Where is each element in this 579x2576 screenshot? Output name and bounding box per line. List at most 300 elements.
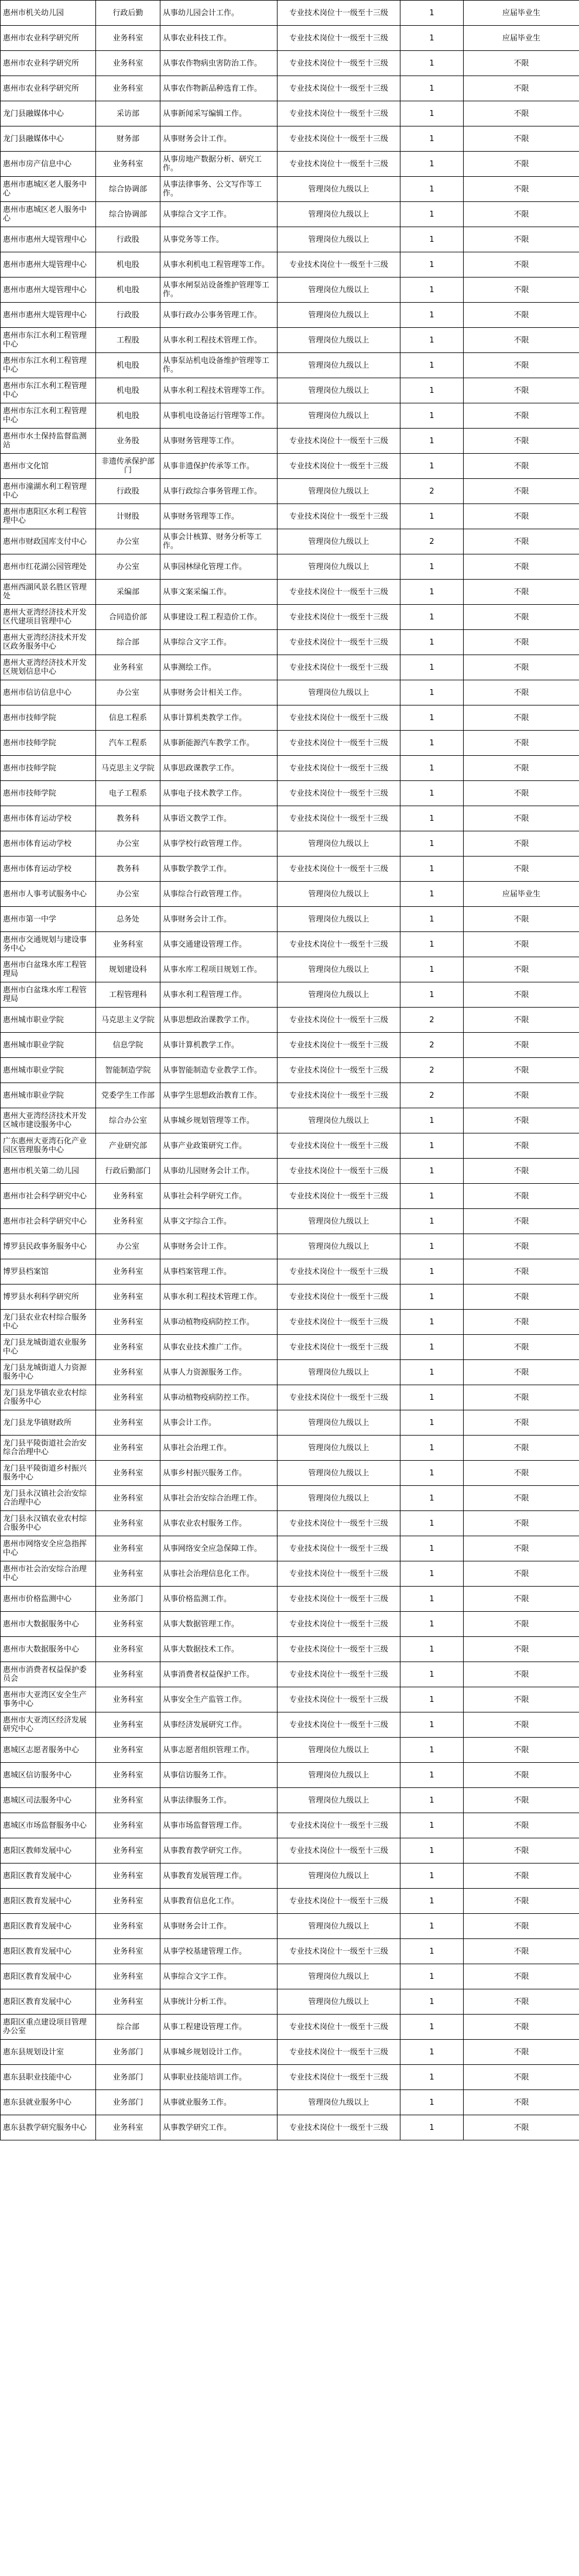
unit-name-cell: 惠州市农业科学研究所	[1, 26, 96, 51]
duty-cell: 从事水闸泵站设备维护管理等工作。	[160, 278, 277, 303]
unit-name-cell: 惠州市白盆珠水库工程管理局	[1, 982, 96, 1008]
position-level-cell: 专业技术岗位十一级至十三级	[277, 630, 400, 655]
department-cell: 业务科室	[96, 1889, 160, 1914]
department-cell: 业务科室	[96, 1662, 160, 1687]
count-cell: 1	[400, 1108, 464, 1133]
position-level-cell: 专业技术岗位十一级至十三级	[277, 1612, 400, 1637]
table-row	[1, 1738, 579, 1763]
department-cell: 业务科室	[96, 1939, 160, 1964]
table-row	[1, 655, 579, 680]
table-row	[1, 152, 579, 177]
duty-cell: 从事农业科技工作。	[160, 26, 277, 51]
department-cell: 马克思主义学院	[96, 756, 160, 781]
unit-name-cell: 惠州市人事考试服务中心	[1, 882, 96, 907]
unit-name-cell: 惠州城市职业学院	[1, 1058, 96, 1083]
requirement-cell: 不限	[464, 2015, 579, 2040]
count-cell: 1	[400, 806, 464, 831]
unit-name-cell: 惠州市社会治安综合治理中心	[1, 1561, 96, 1587]
unit-name-cell: 龙门县龙华镇农业农村综合服务中心	[1, 1385, 96, 1410]
table-row	[1, 403, 579, 429]
table-row	[1, 454, 579, 479]
count-cell: 1	[400, 76, 464, 101]
position-level-cell: 管理岗位九级以上	[277, 353, 400, 378]
position-level-cell: 管理岗位九级以上	[277, 1209, 400, 1234]
unit-name-cell: 惠州市体育运动学校	[1, 806, 96, 831]
position-level-cell: 专业技术岗位十一级至十三级	[277, 1159, 400, 1184]
position-level-cell: 专业技术岗位十一级至十三级	[277, 1008, 400, 1033]
duty-cell: 从事法律事务、公文写作等工作。	[160, 177, 277, 202]
duty-cell: 从事安全生产监管工作。	[160, 1687, 277, 1712]
table-row	[1, 252, 579, 278]
unit-name-cell: 惠州市消费者权益保护委员会	[1, 1662, 96, 1687]
duty-cell: 从事泵站机电设备维护管理等工作。	[160, 353, 277, 378]
table-row	[1, 378, 579, 403]
position-level-cell: 管理岗位九级以上	[277, 1738, 400, 1763]
count-cell: 1	[400, 1864, 464, 1889]
count-cell: 1	[400, 1209, 464, 1234]
department-cell: 工程管理科	[96, 982, 160, 1008]
unit-name-cell: 惠州市机关幼儿园	[1, 1, 96, 26]
department-cell: 机电股	[96, 353, 160, 378]
requirement-cell: 不限	[464, 2090, 579, 2115]
department-cell: 业务科室	[96, 1511, 160, 1536]
unit-name-cell: 惠州市东江水利工程管理中心	[1, 403, 96, 429]
table-row	[1, 1259, 579, 1284]
unit-name-cell: 惠州市惠州大堤管理中心	[1, 227, 96, 252]
table-row	[1, 101, 579, 126]
table-row	[1, 1360, 579, 1385]
table-row	[1, 1159, 579, 1184]
duty-cell: 从事产业政策研究工作。	[160, 1133, 277, 1159]
duty-cell: 从事建设工程工程造价工作。	[160, 605, 277, 630]
count-cell: 2	[400, 1083, 464, 1108]
position-level-cell: 专业技术岗位十一级至十三级	[277, 1511, 400, 1536]
unit-name-cell: 惠阳区教育发展中心	[1, 1964, 96, 1989]
duty-cell: 从事智能制造专业教学工作。	[160, 1058, 277, 1083]
position-level-cell: 管理岗位九级以上	[277, 1964, 400, 1989]
requirement-cell: 不限	[464, 731, 579, 756]
duty-cell: 从事档案管理工作。	[160, 1259, 277, 1284]
position-level-cell: 专业技术岗位十一级至十三级	[277, 1939, 400, 1964]
duty-cell: 从事行政综合事务管理工作。	[160, 479, 277, 504]
count-cell: 2	[400, 1033, 464, 1058]
duty-cell: 从事志愿者组织管理工作。	[160, 1738, 277, 1763]
position-level-cell: 管理岗位九级以上	[277, 303, 400, 328]
unit-name-cell: 惠州市惠州大堤管理中心	[1, 278, 96, 303]
requirement-cell: 不限	[464, 1788, 579, 1813]
unit-name-cell: 惠州市农业科学研究所	[1, 51, 96, 76]
table-row	[1, 1008, 579, 1033]
requirement-cell: 不限	[464, 303, 579, 328]
position-level-cell: 专业技术岗位十一级至十三级	[277, 2115, 400, 2140]
unit-name-cell: 龙门县融媒体中心	[1, 126, 96, 152]
count-cell: 2	[400, 529, 464, 554]
count-cell: 1	[400, 1259, 464, 1284]
requirement-cell: 不限	[464, 1889, 579, 1914]
duty-cell: 从事财务会计工作。	[160, 1914, 277, 1939]
department-cell: 采编部	[96, 580, 160, 605]
duty-cell: 从事幼儿园财务会计工作。	[160, 1159, 277, 1184]
requirement-cell: 不限	[464, 1914, 579, 1939]
table-row	[1, 26, 579, 51]
department-cell: 业务科室	[96, 1360, 160, 1385]
duty-cell: 从事财务会计工作。	[160, 907, 277, 932]
duty-cell: 从事大数据技术工作。	[160, 1637, 277, 1662]
count-cell: 1	[400, 1687, 464, 1712]
requirement-cell: 不限	[464, 1184, 579, 1209]
position-level-cell: 专业技术岗位十一级至十三级	[277, 26, 400, 51]
department-cell: 业务科室	[96, 1436, 160, 1461]
table-row	[1, 2090, 579, 2115]
count-cell: 1	[400, 630, 464, 655]
unit-name-cell: 龙门县永汉镇农业农村综合服务中心	[1, 1511, 96, 1536]
position-level-cell: 专业技术岗位十一级至十三级	[277, 2015, 400, 2040]
unit-name-cell: 惠阳区教师发展中心	[1, 1838, 96, 1864]
count-cell: 1	[400, 605, 464, 630]
duty-cell: 从事综合行政管理工作。	[160, 882, 277, 907]
department-cell: 电子工程系	[96, 781, 160, 806]
unit-name-cell: 龙门县龙华镇财政所	[1, 1410, 96, 1436]
table-row	[1, 1964, 579, 1989]
table-row	[1, 1536, 579, 1561]
position-level-cell: 专业技术岗位十一级至十三级	[277, 429, 400, 454]
table-row	[1, 907, 579, 932]
position-level-cell: 专业技术岗位十一级至十三级	[277, 101, 400, 126]
department-cell: 机电股	[96, 403, 160, 429]
requirement-cell: 不限	[464, 1763, 579, 1788]
duty-cell: 从事农作物新品种选育工作。	[160, 76, 277, 101]
department-cell: 综合部	[96, 2015, 160, 2040]
table-row	[1, 1939, 579, 1964]
requirement-cell: 不限	[464, 51, 579, 76]
department-cell: 业务科室	[96, 1486, 160, 1511]
requirement-cell: 不限	[464, 806, 579, 831]
table-row	[1, 51, 579, 76]
position-level-cell: 专业技术岗位十一级至十三级	[277, 1335, 400, 1360]
table-row	[1, 1889, 579, 1914]
table-row	[1, 177, 579, 202]
requirement-cell: 不限	[464, 1637, 579, 1662]
requirement-cell: 不限	[464, 353, 579, 378]
position-level-cell: 管理岗位九级以上	[277, 1864, 400, 1889]
count-cell: 1	[400, 982, 464, 1008]
requirement-cell: 不限	[464, 982, 579, 1008]
unit-name-cell: 惠州大亚湾经济技术开发区政务服务中心	[1, 630, 96, 655]
duty-cell: 从事法律服务工作。	[160, 1788, 277, 1813]
unit-name-cell: 惠东县职业技能中心	[1, 2065, 96, 2090]
requirement-cell: 不限	[464, 857, 579, 882]
duty-cell: 从事学生思想政治教育工作。	[160, 1083, 277, 1108]
requirement-cell: 不限	[464, 781, 579, 806]
department-cell: 业务科室	[96, 1788, 160, 1813]
requirement-cell: 不限	[464, 177, 579, 202]
unit-name-cell: 惠州市农业科学研究所	[1, 76, 96, 101]
unit-name-cell: 惠州市技师学院	[1, 781, 96, 806]
requirement-cell: 不限	[464, 907, 579, 932]
position-level-cell: 管理岗位九级以上	[277, 1234, 400, 1259]
requirement-cell: 不限	[464, 1964, 579, 1989]
department-cell: 产业研究部	[96, 1133, 160, 1159]
position-level-cell: 专业技术岗位十一级至十三级	[277, 857, 400, 882]
department-cell: 业务科室	[96, 1310, 160, 1335]
table-row	[1, 882, 579, 907]
table-row	[1, 731, 579, 756]
count-cell: 1	[400, 1587, 464, 1612]
duty-cell: 从事新能源汽车教学工作。	[160, 731, 277, 756]
duty-cell: 从事行政办公事务管理工作。	[160, 303, 277, 328]
unit-name-cell: 惠州城市职业学院	[1, 1033, 96, 1058]
department-cell: 规划建设科	[96, 957, 160, 982]
department-cell: 财务部	[96, 126, 160, 152]
duty-cell: 从事综合文字工作。	[160, 1964, 277, 1989]
position-level-cell: 专业技术岗位十一级至十三级	[277, 781, 400, 806]
table-row	[1, 1838, 579, 1864]
duty-cell: 从事交通建设管理工作。	[160, 932, 277, 957]
duty-cell: 从事乡村振兴服务工作。	[160, 1461, 277, 1486]
count-cell: 1	[400, 227, 464, 252]
count-cell: 2	[400, 1008, 464, 1033]
department-cell: 业务科室	[96, 1864, 160, 1889]
table-row	[1, 504, 579, 529]
requirement-cell: 不限	[464, 756, 579, 781]
unit-name-cell: 惠州市东江水利工程管理中心	[1, 328, 96, 353]
count-cell: 1	[400, 51, 464, 76]
position-level-cell: 专业技术岗位十一级至十三级	[277, 1058, 400, 1083]
requirement-cell: 不限	[464, 378, 579, 403]
count-cell: 1	[400, 781, 464, 806]
department-cell: 非遗传承保护部门	[96, 454, 160, 479]
unit-name-cell: 惠州市大数据服务中心	[1, 1612, 96, 1637]
table-row	[1, 1687, 579, 1712]
unit-name-cell: 惠州市惠州大堤管理中心	[1, 303, 96, 328]
department-cell: 行政股	[96, 479, 160, 504]
unit-name-cell: 龙门县永汉镇社会治安综合治理中心	[1, 1486, 96, 1511]
department-cell: 业务科室	[96, 1335, 160, 1360]
position-level-cell: 专业技术岗位十一级至十三级	[277, 1637, 400, 1662]
table-row	[1, 1864, 579, 1889]
count-cell: 1	[400, 2065, 464, 2090]
department-cell: 教务科	[96, 857, 160, 882]
count-cell: 1	[400, 1662, 464, 1687]
table-row	[1, 1914, 579, 1939]
department-cell: 业务科室	[96, 1612, 160, 1637]
count-cell: 1	[400, 680, 464, 705]
duty-cell: 从事财务会计相关工作。	[160, 680, 277, 705]
requirement-cell: 不限	[464, 76, 579, 101]
table-row	[1, 982, 579, 1008]
requirement-cell: 不限	[464, 1234, 579, 1259]
requirement-cell: 不限	[464, 554, 579, 580]
duty-cell: 从事市场监督管理工作。	[160, 1813, 277, 1838]
table-row	[1, 1234, 579, 1259]
department-cell: 业务科室	[96, 51, 160, 76]
count-cell: 1	[400, 1964, 464, 1989]
requirement-cell: 不限	[464, 1864, 579, 1889]
requirement-cell: 不限	[464, 1662, 579, 1687]
duty-cell: 从事工程建设管理工作。	[160, 2015, 277, 2040]
requirement-cell: 不限	[464, 1284, 579, 1310]
department-cell: 机电股	[96, 378, 160, 403]
table-row	[1, 2040, 579, 2065]
position-level-cell: 专业技术岗位十一级至十三级	[277, 252, 400, 278]
duty-cell: 从事水库工程项目规划工作。	[160, 957, 277, 982]
table-row	[1, 857, 579, 882]
table-row	[1, 1335, 579, 1360]
requirement-cell: 不限	[464, 1989, 579, 2015]
count-cell: 1	[400, 1712, 464, 1738]
duty-cell: 从事新闻采写编辑工作。	[160, 101, 277, 126]
position-level-cell: 管理岗位九级以上	[277, 680, 400, 705]
requirement-cell: 不限	[464, 605, 579, 630]
duty-cell: 从事文字综合工作。	[160, 1209, 277, 1234]
department-cell: 业务科室	[96, 1989, 160, 2015]
count-cell: 1	[400, 1511, 464, 1536]
requirement-cell: 不限	[464, 1561, 579, 1587]
duty-cell: 从事水利机电工程管理等工作。	[160, 252, 277, 278]
count-cell: 1	[400, 2040, 464, 2065]
duty-cell: 从事农作物病虫害防治工作。	[160, 51, 277, 76]
unit-name-cell: 惠州市水土保持监督监测站	[1, 429, 96, 454]
requirement-cell: 不限	[464, 1133, 579, 1159]
position-level-cell: 管理岗位九级以上	[277, 1436, 400, 1461]
requirement-cell: 不限	[464, 680, 579, 705]
requirement-cell: 不限	[464, 1033, 579, 1058]
requirement-cell: 不限	[464, 479, 579, 504]
department-cell: 智能制造学院	[96, 1058, 160, 1083]
requirement-cell: 不限	[464, 1310, 579, 1335]
position-level-cell: 管理岗位九级以上	[277, 1360, 400, 1385]
requirement-cell: 不限	[464, 529, 579, 554]
table-row	[1, 76, 579, 101]
duty-cell: 从事就业服务工作。	[160, 2090, 277, 2115]
position-level-cell: 专业技术岗位十一级至十三级	[277, 705, 400, 731]
table-row	[1, 580, 579, 605]
unit-name-cell: 广东惠州大亚湾石化产业园区管理服务中心	[1, 1133, 96, 1159]
table-row	[1, 554, 579, 580]
table-row	[1, 1511, 579, 1536]
position-level-cell: 专业技术岗位十一级至十三级	[277, 1033, 400, 1058]
position-level-cell: 专业技术岗位十一级至十三级	[277, 1, 400, 26]
department-cell: 业务科室	[96, 26, 160, 51]
department-cell: 业务科室	[96, 1687, 160, 1712]
count-cell: 1	[400, 756, 464, 781]
unit-name-cell: 龙门县龙城街道农业服务中心	[1, 1335, 96, 1360]
table-row	[1, 1058, 579, 1083]
duty-cell: 从事电子技术教学工作。	[160, 781, 277, 806]
requirement-cell: 不限	[464, 957, 579, 982]
department-cell: 业务科室	[96, 1738, 160, 1763]
position-level-cell: 专业技术岗位十一级至十三级	[277, 454, 400, 479]
position-level-cell: 管理岗位九级以上	[277, 1461, 400, 1486]
count-cell: 1	[400, 907, 464, 932]
count-cell: 1	[400, 26, 464, 51]
table-row	[1, 1, 579, 26]
department-cell: 业务科室	[96, 1184, 160, 1209]
duty-cell: 从事思政课教学工作。	[160, 756, 277, 781]
department-cell: 业务科室	[96, 1964, 160, 1989]
department-cell: 业务部门	[96, 2090, 160, 2115]
count-cell: 1	[400, 353, 464, 378]
count-cell: 2	[400, 479, 464, 504]
department-cell: 业务科室	[96, 1561, 160, 1587]
duty-cell: 从事综合文字工作。	[160, 202, 277, 227]
position-level-cell: 管理岗位九级以上	[277, 1788, 400, 1813]
table-row	[1, 1284, 579, 1310]
department-cell: 信息工程系	[96, 705, 160, 731]
department-cell: 综合办公室	[96, 1108, 160, 1133]
unit-name-cell: 惠州市惠城区老人服务中心	[1, 202, 96, 227]
position-level-cell: 管理岗位九级以上	[277, 479, 400, 504]
unit-name-cell: 惠州市体育运动学校	[1, 831, 96, 857]
count-cell: 1	[400, 303, 464, 328]
requirement-cell: 不限	[464, 1335, 579, 1360]
unit-name-cell: 惠州市文化馆	[1, 454, 96, 479]
unit-name-cell: 惠州市技师学院	[1, 756, 96, 781]
position-level-cell: 管理岗位九级以上	[277, 328, 400, 353]
duty-cell: 从事非遗保护传承等工作。	[160, 454, 277, 479]
requirement-cell: 不限	[464, 227, 579, 252]
duty-cell: 从事学校基建管理工作。	[160, 1939, 277, 1964]
position-level-cell: 管理岗位九级以上	[277, 1410, 400, 1436]
requirement-cell: 不限	[464, 202, 579, 227]
duty-cell: 从事消费者权益保护工作。	[160, 1662, 277, 1687]
department-cell: 业务科室	[96, 655, 160, 680]
requirement-cell: 不限	[464, 252, 579, 278]
position-level-cell: 专业技术岗位十一级至十三级	[277, 1712, 400, 1738]
requirement-cell: 不限	[464, 1511, 579, 1536]
duty-cell: 从事统计分析工作。	[160, 1989, 277, 2015]
count-cell: 1	[400, 1234, 464, 1259]
department-cell: 业务科室	[96, 1637, 160, 1662]
department-cell: 业务科室	[96, 1838, 160, 1864]
requirement-cell: 不限	[464, 1738, 579, 1763]
department-cell: 办公室	[96, 831, 160, 857]
unit-name-cell: 惠城区市场监督服务中心	[1, 1813, 96, 1838]
department-cell: 业务科室	[96, 1284, 160, 1310]
department-cell: 业务科室	[96, 1461, 160, 1486]
duty-cell: 从事社会科学研究工作。	[160, 1184, 277, 1209]
requirement-cell: 不限	[464, 101, 579, 126]
position-level-cell: 专业技术岗位十一级至十三级	[277, 126, 400, 152]
department-cell: 业务科室	[96, 1410, 160, 1436]
position-level-cell: 专业技术岗位十一级至十三级	[277, 2040, 400, 2065]
count-cell: 1	[400, 580, 464, 605]
requirement-cell: 不限	[464, 2065, 579, 2090]
unit-name-cell: 惠州市第一中学	[1, 907, 96, 932]
position-level-cell: 专业技术岗位十一级至十三级	[277, 1889, 400, 1914]
department-cell: 马克思主义学院	[96, 1008, 160, 1033]
duty-cell: 从事城乡规划设计工作。	[160, 2040, 277, 2065]
duty-cell: 从事社会治理信息化工作。	[160, 1561, 277, 1587]
requirement-cell: 不限	[464, 454, 579, 479]
position-level-cell: 专业技术岗位十一级至十三级	[277, 1662, 400, 1687]
department-cell: 综合部	[96, 630, 160, 655]
table-row	[1, 1310, 579, 1335]
duty-cell: 从事城乡规划管理等工作。	[160, 1108, 277, 1133]
table-row	[1, 1385, 579, 1410]
table-row	[1, 1184, 579, 1209]
position-level-cell: 管理岗位九级以上	[277, 1914, 400, 1939]
requirement-cell: 不限	[464, 1813, 579, 1838]
count-cell: 1	[400, 2115, 464, 2140]
table-row	[1, 1083, 579, 1108]
count-cell: 1	[400, 1889, 464, 1914]
table-row	[1, 328, 579, 353]
count-cell: 1	[400, 1184, 464, 1209]
duty-cell: 从事人力资源服务工作。	[160, 1360, 277, 1385]
requirement-cell: 不限	[464, 278, 579, 303]
department-cell: 业务科室	[96, 1914, 160, 1939]
